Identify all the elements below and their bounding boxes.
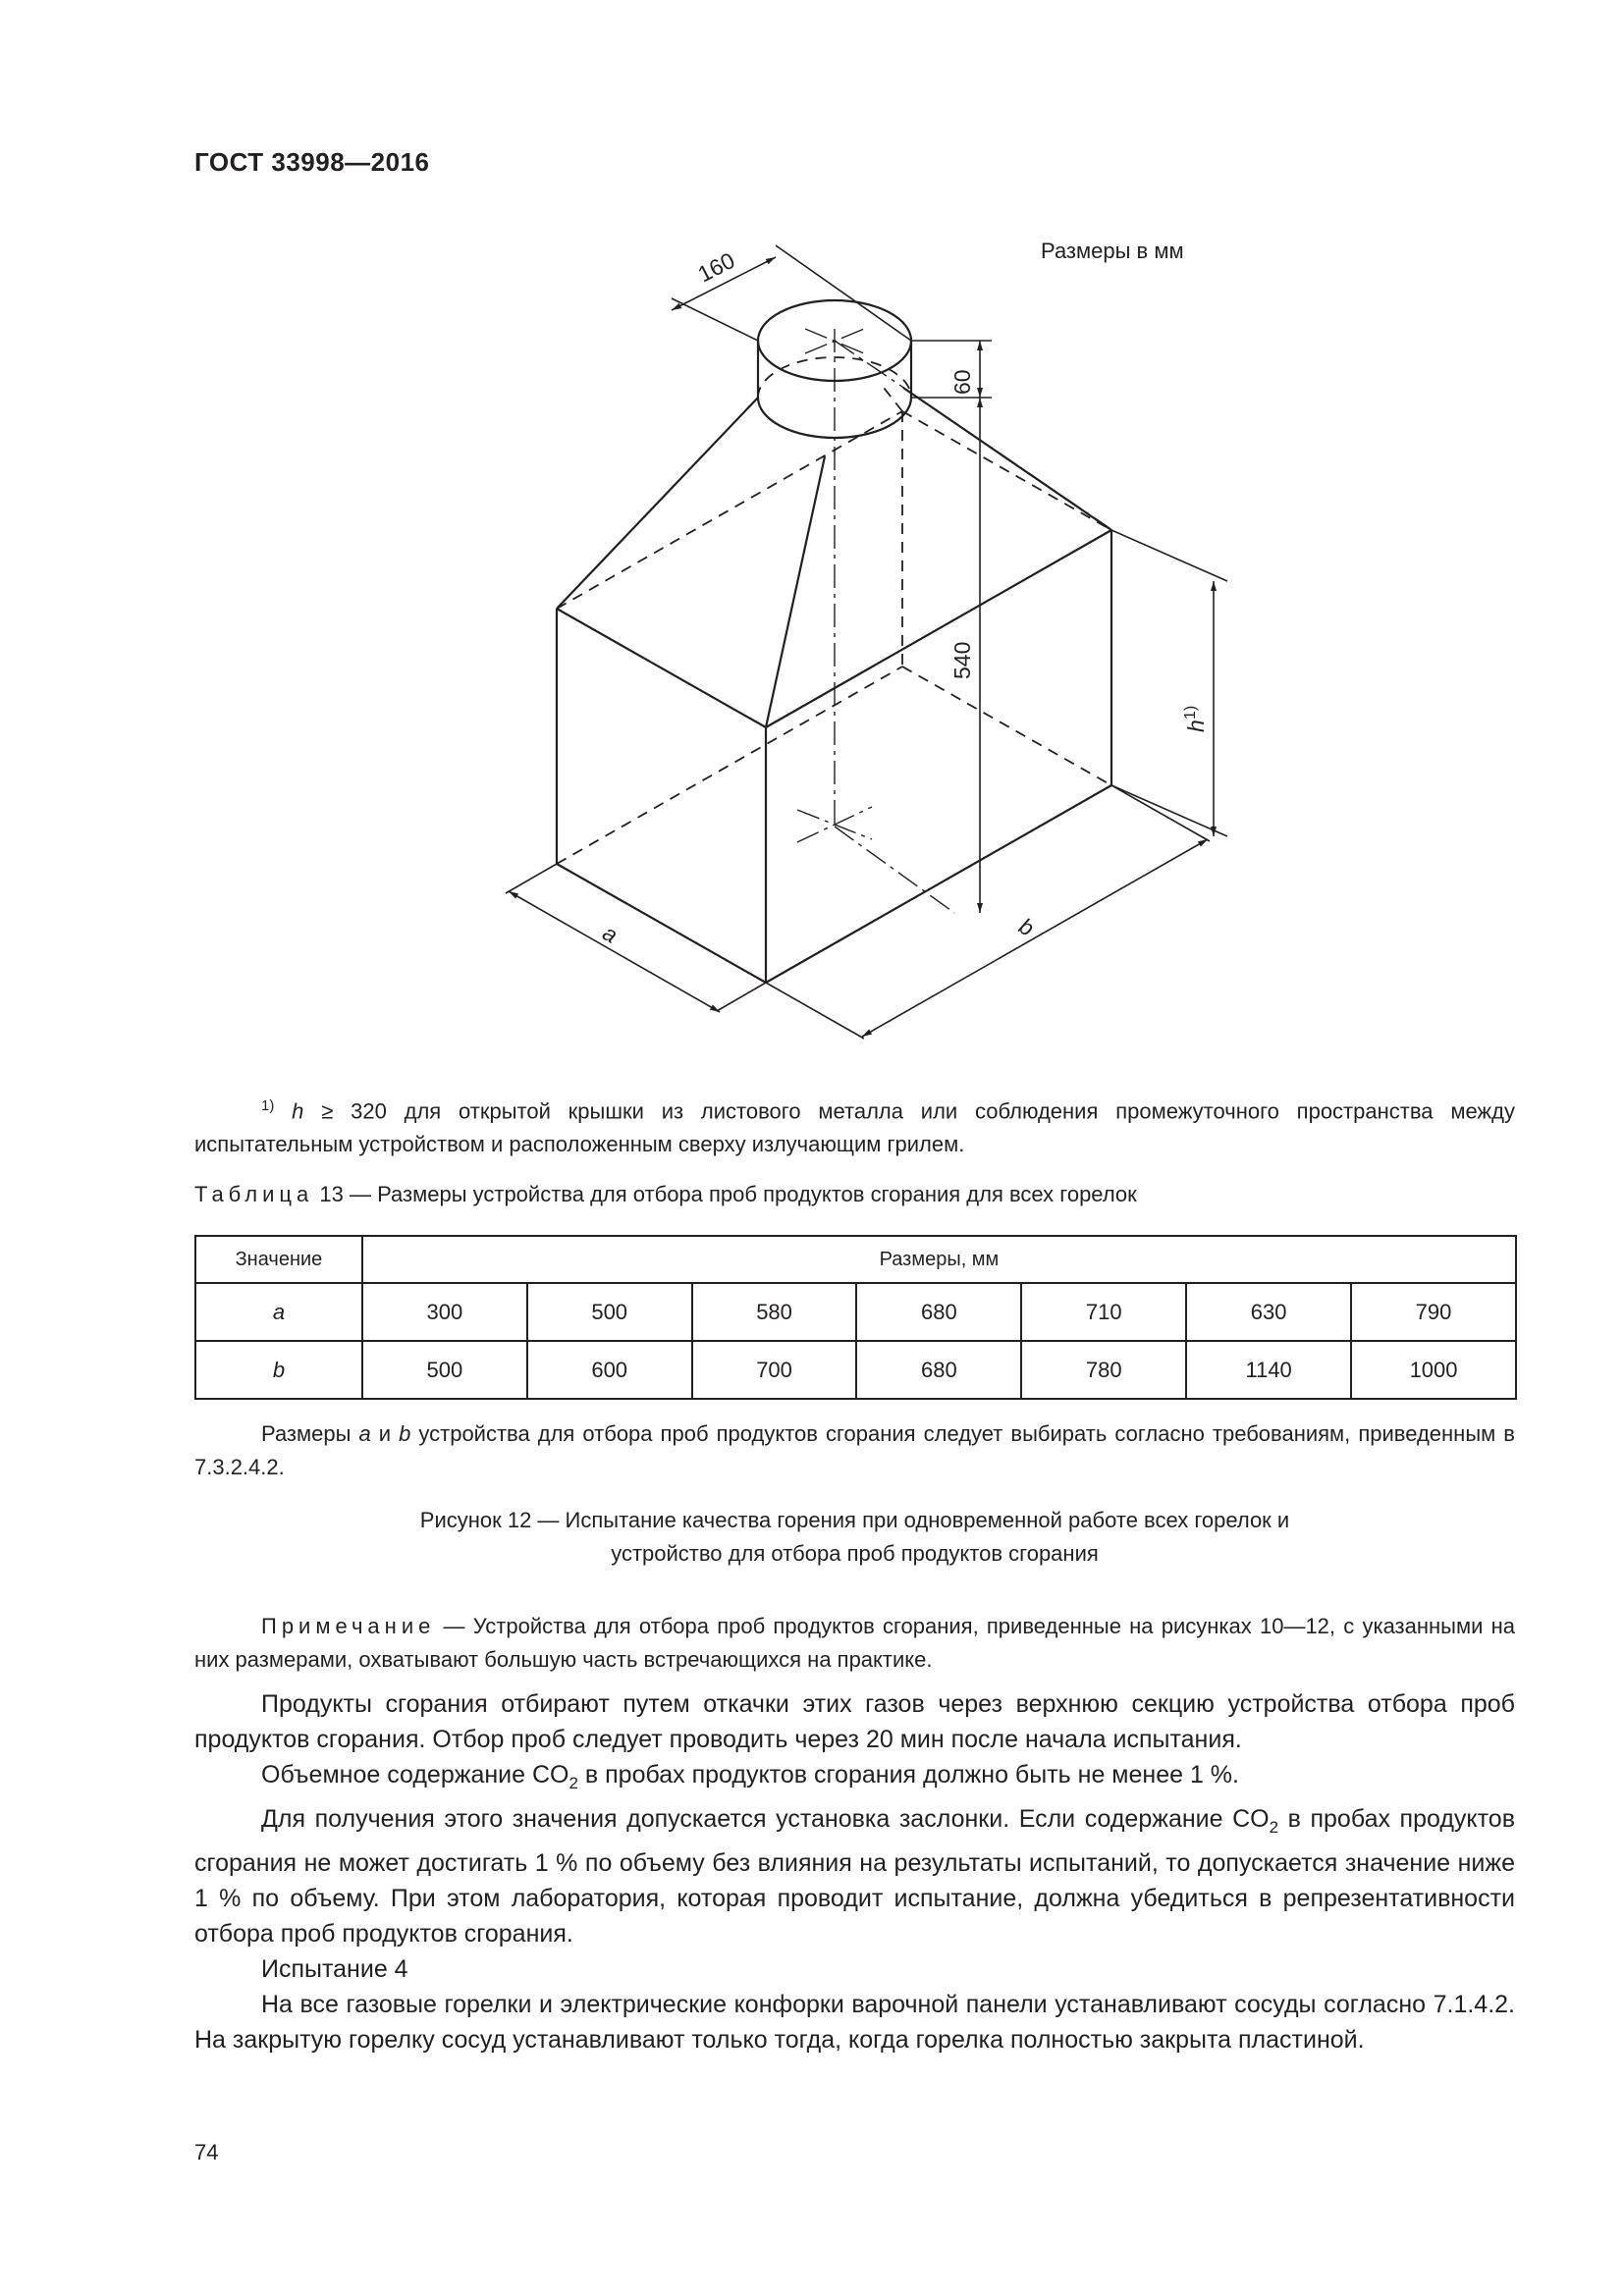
note-label: Примечание (261, 1614, 436, 1638)
table-note-text: Размеры (261, 1421, 359, 1446)
document-header: ГОСТ 33998—2016 (194, 147, 430, 177)
figure-caption-line-2: устройство для отбора проб продуктов сгорания (611, 1541, 1099, 1566)
table-cell: 630 (1186, 1283, 1351, 1341)
paragraph-text: в пробах продуктов сгорания должно быть не менее 1 %. (577, 1761, 1239, 1789)
table-caption-prefix: Таблица (194, 1182, 314, 1206)
hidden-hood-edge (884, 388, 902, 411)
figure-caption (194, 1504, 1515, 1571)
box-edge (766, 785, 1111, 983)
dim-label-h (1182, 706, 1209, 732)
table-cell: 700 (692, 1341, 857, 1399)
subscript: 2 (1269, 1818, 1279, 1837)
dim-label-60: 60 (949, 369, 975, 395)
dim-a (509, 891, 720, 1012)
footnote-mark: 1) (261, 1097, 275, 1114)
table-cell: 300 (362, 1283, 527, 1341)
note-text: — Устройства для отбора проб продуктов сгорания, приведенные на рисунках 10—12, с указанными на них размерами, охватывают большую часть встречающихся на практике. (194, 1614, 1515, 1672)
table-cell: 1000 (1351, 1341, 1516, 1399)
dim-b (862, 839, 1208, 1037)
sampling-device-drawing (0, 0, 1624, 1080)
dim-ext (1111, 785, 1227, 836)
dim-label-h-var: h (1183, 720, 1209, 732)
figure-caption-line-1: Рисунок 12 — Испытание качества горения при одновременной работе всех горелок и (419, 1508, 1290, 1532)
hidden-edge (557, 667, 902, 864)
table-header-cell: Размеры, мм (362, 1236, 1516, 1283)
dim-label-b: b (1014, 912, 1039, 941)
table-cell: 790 (1351, 1283, 1516, 1341)
units-label: Размеры в мм (1041, 239, 1184, 263)
figure-footnote (194, 1090, 1515, 1161)
table-note (194, 1417, 1515, 1484)
paragraph: Продукты сгорания отбирают путем откачки этих газов через верхнюю секцию устройства отбора проб продуктов сгорания. Отбор проб следует проводить через 20 мин после начала испытания. (194, 1690, 1515, 1753)
paragraph (194, 1801, 1515, 1951)
paragraph-text: в пробах продуктов сгорания не может достигать 1 % по объему без влияния на результаты испытаний, то допускается значение ниже 1 % по объему. При этом лаборатория, которая проводит испытание, должна убедиться в репрезентативности отбора проб продуктов сгорания. (194, 1805, 1515, 1948)
dim-ext (1111, 530, 1227, 581)
dim-ext (506, 864, 557, 893)
body-text (194, 1686, 1515, 2057)
dim-label-h-mark: 1) (1182, 705, 1199, 720)
box-edge (557, 609, 766, 727)
axis-ext (835, 341, 1110, 528)
table-header-cell: Значение (195, 1236, 362, 1283)
dim-ext (717, 983, 766, 1011)
dim-ext (766, 983, 864, 1039)
table-caption (194, 1182, 1137, 1207)
table-cell: 600 (527, 1341, 692, 1399)
hood-edge (557, 398, 758, 609)
paragraph-text: Объемное содержание CO (261, 1761, 569, 1789)
table-cell: 780 (1021, 1341, 1186, 1399)
footnote-text: ≥ 320 для открытой крышки из листового металла или соблюдения промежуточного пространства между испытательным устройством и расположенным сверху излучающим грилем. (194, 1098, 1515, 1157)
dimensions-table (194, 1235, 1517, 1400)
footnote-var: h (292, 1098, 304, 1124)
dim-label-a: a (598, 919, 623, 948)
paragraph: На все газовые горелки и электрические конфорки варочной панели устанавливают сосуды согласно 7.1.4.2. На закрытую горелку сосуд устанавливают только тогда, когда горелка полностью закрыта пластиной. (194, 1991, 1515, 2054)
hidden-edge (902, 667, 1111, 785)
table-row-label: b (195, 1341, 362, 1399)
table-cell: 1140 (1186, 1341, 1351, 1399)
table-cell: 500 (362, 1341, 527, 1399)
table-row (195, 1341, 1516, 1399)
box-edge (766, 530, 1111, 727)
table-row (195, 1283, 1516, 1341)
dim-ext (672, 298, 758, 341)
table-note-var-b: b (399, 1421, 411, 1446)
hood-edge (766, 456, 825, 727)
page-number: 74 (194, 2140, 219, 2164)
dim-ext (1111, 785, 1210, 841)
table-note-text: и (370, 1421, 400, 1446)
box-edge (557, 864, 766, 983)
table-cell: 500 (527, 1283, 692, 1341)
dim-label-540: 540 (949, 641, 975, 679)
table-note-var-a: a (358, 1421, 371, 1446)
dim-label-160: 160 (693, 246, 739, 288)
paragraph: Испытание 4 (261, 1955, 408, 1983)
subscript: 2 (568, 1774, 578, 1792)
table-caption-text: 13 — Размеры устройства для отбора проб продуктов сгорания для всех горелок (313, 1182, 1137, 1206)
table-row-label: a (195, 1283, 362, 1341)
note-paragraph (194, 1610, 1515, 1677)
table-note-text: устройства для отбора проб продуктов сгорания следует выбирать согласно требованиям, приведенным в 7.3.2.4.2. (194, 1421, 1515, 1479)
table-cell: 680 (856, 1283, 1021, 1341)
center-line (835, 827, 954, 913)
paragraph-text: Для получения этого значения допускается установка заслонки. Если содержание CO (261, 1805, 1270, 1833)
hidden-edge (902, 411, 1111, 530)
hidden-edge (557, 411, 902, 609)
paragraph (194, 1757, 1515, 1801)
table-header-row (195, 1236, 1516, 1283)
table-cell: 680 (856, 1341, 1021, 1399)
dim-ext (776, 245, 911, 341)
table-cell: 580 (692, 1283, 857, 1341)
table-cell: 710 (1021, 1283, 1186, 1341)
